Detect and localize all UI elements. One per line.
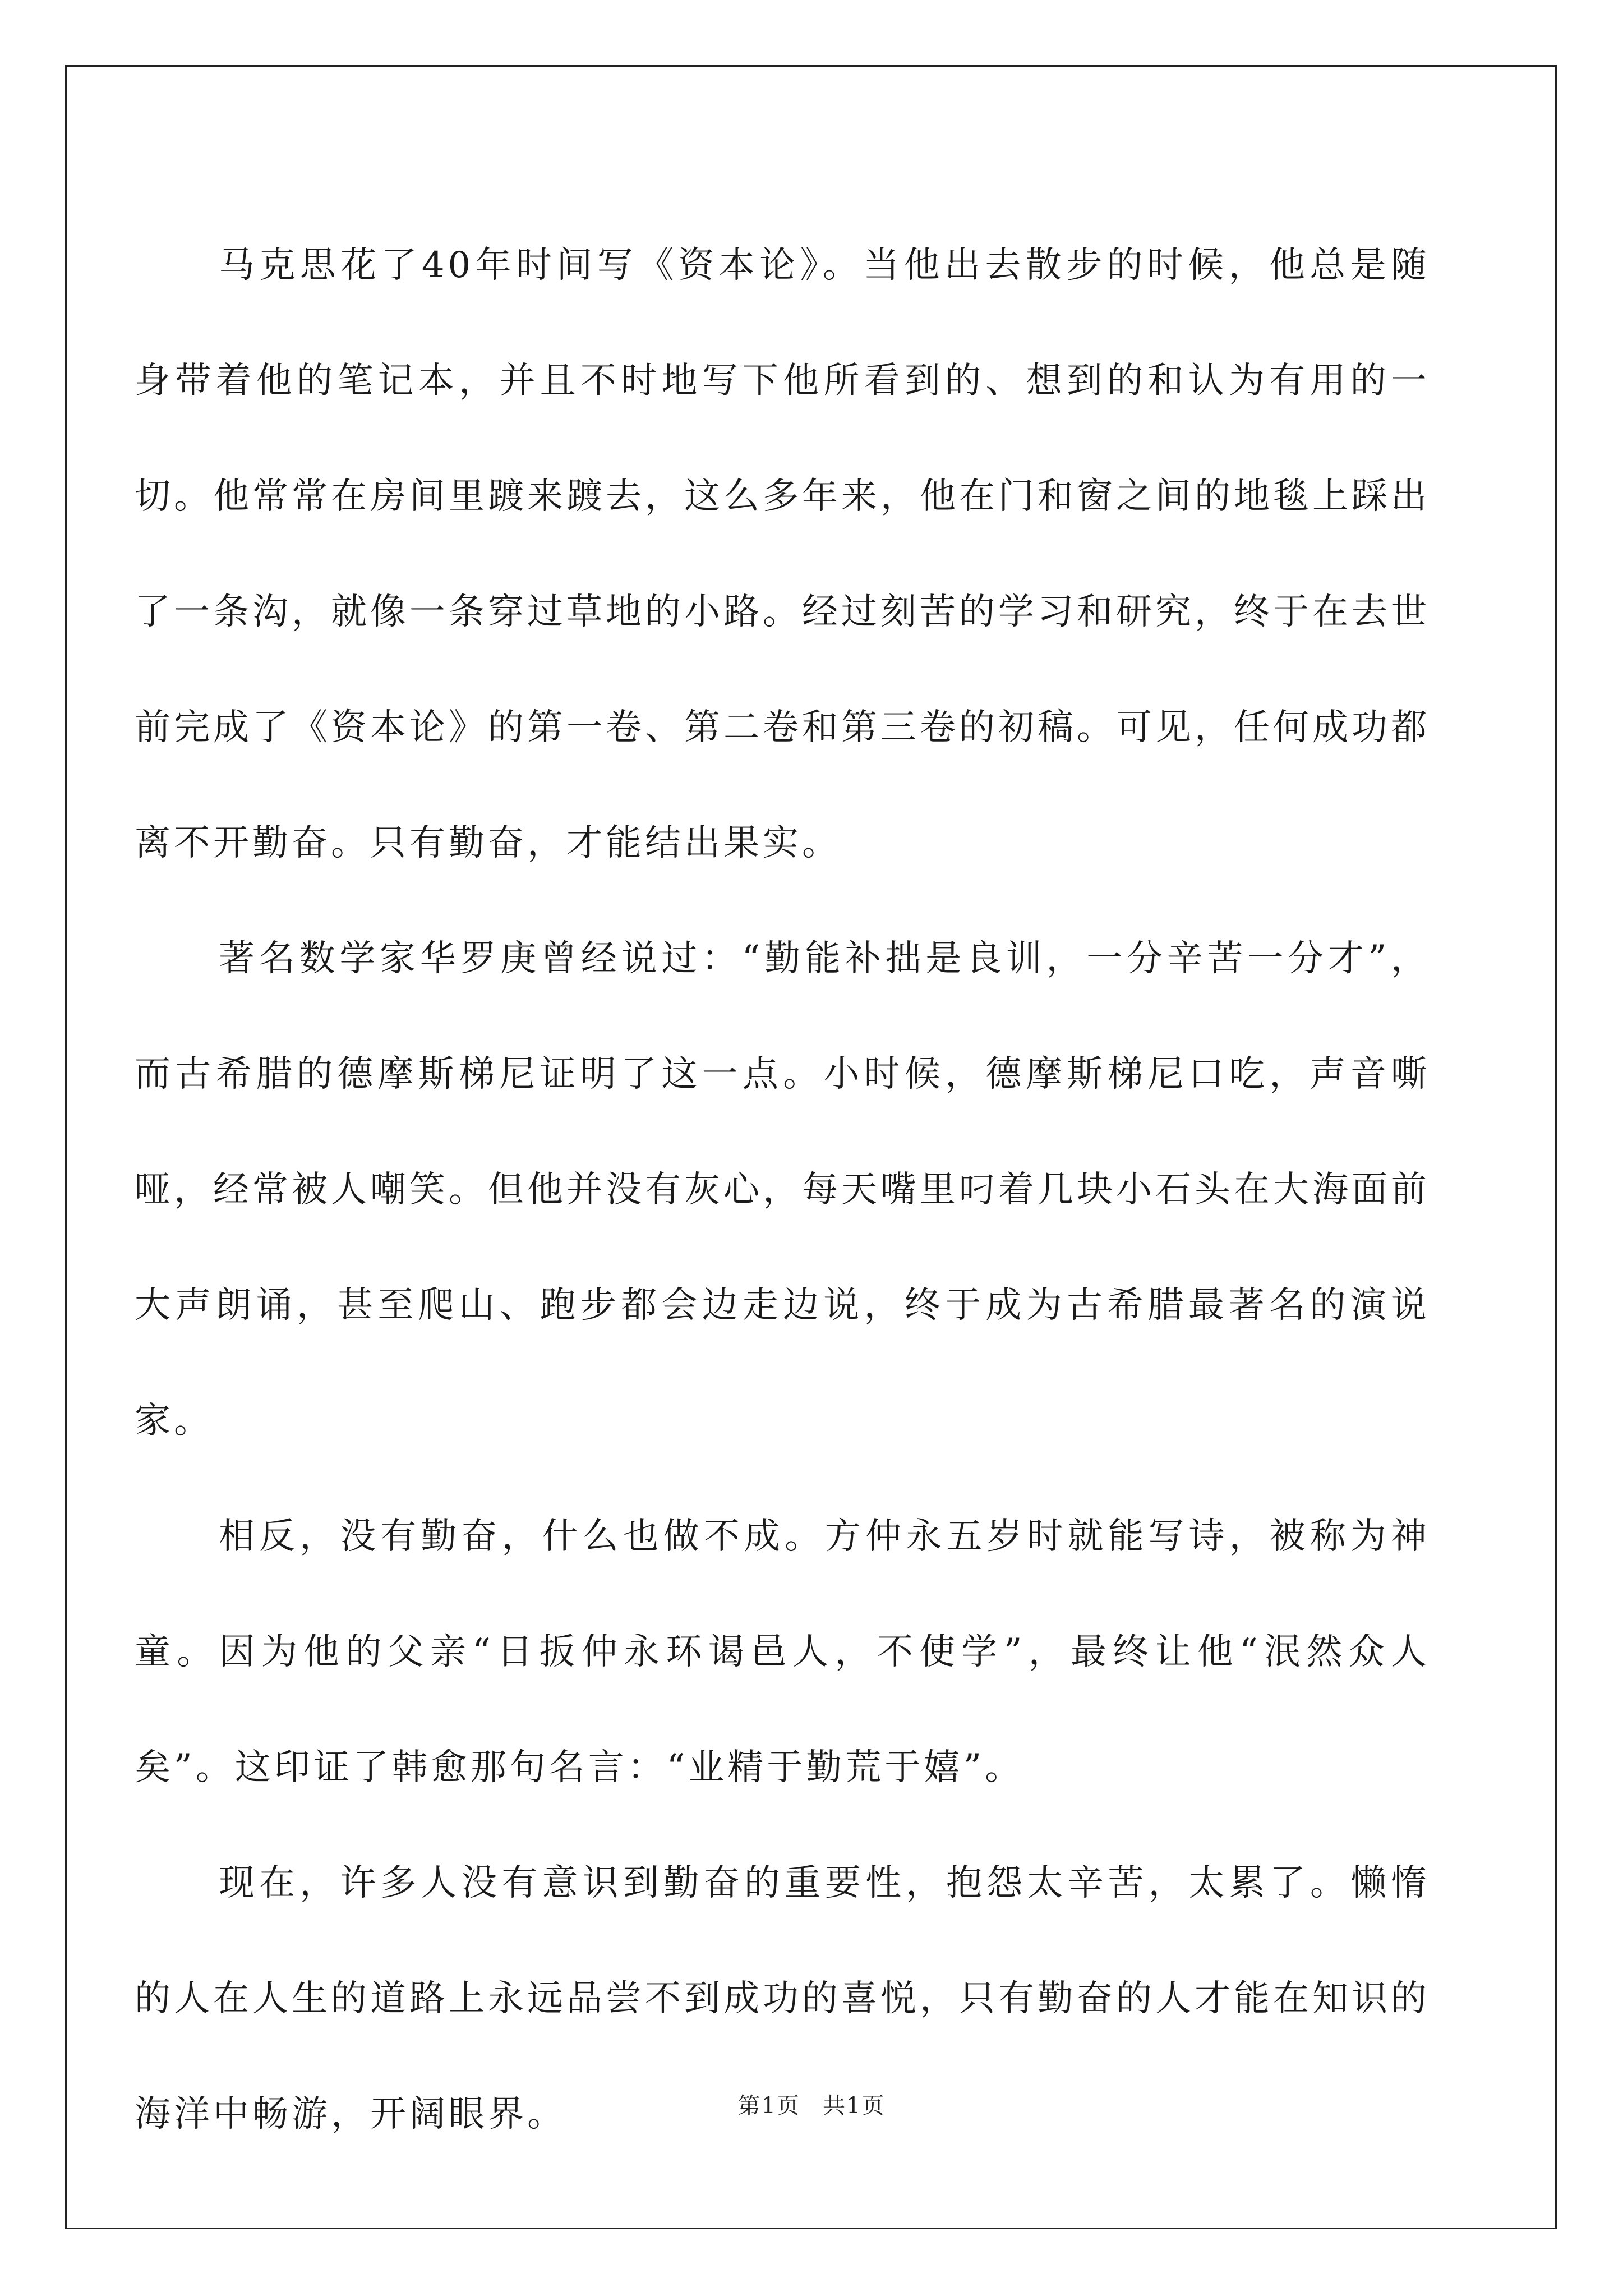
paragraph-4: 现在，许多人没有意识到勤奋的重要性，抱怨太辛苦，太累了。懒惰的人在人生的道路上永远品尝不到成功的喜悦，只有勤奋的人才能在知识的海洋中畅游，开阔眼界。 xyxy=(135,1862,1430,2135)
total-pages: 共1页 xyxy=(823,2093,886,2119)
paragraph-3: 相反，没有勤奋，什么也做不成。方仲永五岁时就能写诗，被称为神童。因为他的父亲“日扳仲永环谒邑人，不使学”，最终让他“泯然众人矣”。这印证了韩愈那句名言：“业精于勤荒于嬉”。 xyxy=(135,1516,1430,1788)
paragraph-1: 马克思花了40年时间写《资本论》。当他出去散步的时候，他总是随身带着他的笔记本，并且不时地写下他所看到的、想到的和认为有用的一切。他常常在房间里踱来踱去，这么多年来，他在门和窗之间的地毯上踩出了一条沟，就像一条穿过草地的小路。经过刻苦的学习和研究，终于在去世前完成了《资本论》的第一卷、第二卷和第三卷的初稿。可见，任何成功都离不开勤奋。只有勤奋，才能结出果实。 xyxy=(135,245,1430,864)
page-footer xyxy=(0,2088,1623,2120)
document-body xyxy=(135,208,1430,2172)
page-number: 第1页 xyxy=(737,2093,800,2119)
paragraph-2: 著名数学家华罗庚曾经说过：“勤能补拙是良训，一分辛苦一分才”，而古希腊的德摩斯梯尼证明了这一点。小时候，德摩斯梯尼口吃，声音嘶哑，经常被人嘲笑。但他并没有灰心，每天嘴里叼着几块小石头在大海面前大声朗诵，甚至爬山、跑步都会边走边说，终于成为古希腊最著名的演说家。 xyxy=(135,938,1430,1442)
